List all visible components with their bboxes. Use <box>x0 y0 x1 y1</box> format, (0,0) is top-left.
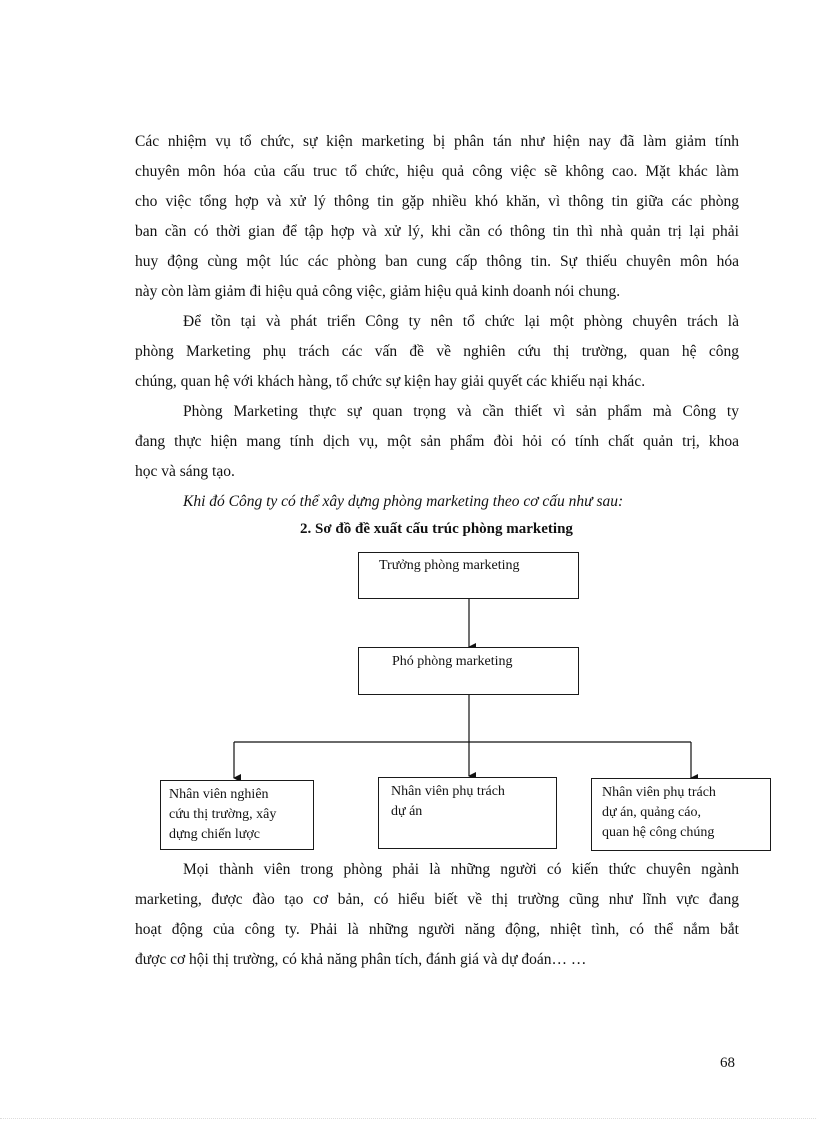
paragraph-line: Các nhiệm vụ tổ chức, sự kiện marketing bị phân tán như hiện nay đã làm giảm tính <box>135 133 739 150</box>
paragraph-line: được cơ hội thị trường, có khả năng phân tích, đánh giá và dự đoán… … <box>135 951 587 968</box>
org-box-deputy <box>358 647 579 695</box>
paragraph-line: Phòng Marketing thực sự quan trọng và cần thiết vì sản phẩm mà Công ty <box>183 403 739 420</box>
paragraph-line: chúng, quan hệ với khách hàng, tổ chức sự kiện hay giải quyết các khiếu nại khác. <box>135 373 646 390</box>
org-box-staff-research-label: Nhân viên nghiên cứu thị trường, xây dựng chiến lược <box>169 787 277 842</box>
paragraph-line: ban cần có thời gian để tập hợp và xử lý, khi cần có thông tin thì nhà quản trị lại phải <box>135 223 739 240</box>
org-box-staff-pr-label: Nhân viên phụ trách dự án, quảng cáo, quan hệ công chúng <box>602 785 716 840</box>
paragraph-line: marketing, được đào tạo cơ bản, có hiểu biết về thị trường cũng như lĩnh vực đang <box>135 891 739 908</box>
org-box-head <box>358 552 579 599</box>
paragraph-line: Mọi thành viên trong phòng phải là những người có kiến thức chuyên ngành <box>183 861 739 878</box>
paragraph-line: phòng Marketing phụ trách các vấn đề về nghiên cứu thị trường, quan hệ công <box>135 343 739 360</box>
diagram-title: 2. Sơ đồ đề xuất cấu trúc phòng marketing <box>300 521 573 537</box>
org-box-staff-pr <box>591 778 771 851</box>
paragraph-line: đang thực hiện mang tính dịch vụ, một sản phẩm đòi hỏi có tính chất quản trị, khoa <box>135 433 739 450</box>
org-box-deputy-label: Phó phòng marketing <box>392 654 513 669</box>
paragraph-line: học và sáng tạo. <box>135 463 235 480</box>
paragraph-line: cho việc tổng hợp và xử lý thông tin gặp nhiều khó khăn, vì thông tin giữa các phòng <box>135 193 739 210</box>
paragraph-line: chuyên môn hóa của cấu truc tổ chức, hiệu quả công việc sẽ không cao. Mặt khác làm <box>135 163 739 180</box>
paragraph-line: huy động cùng một lúc các phòng ban cung cấp thông tin. Sự thiếu chuyên môn hóa <box>135 253 739 270</box>
org-box-staff-projects <box>378 777 557 849</box>
diagram-intro: Khi đó Công ty có thể xây dựng phòng marketing theo cơ cấu như sau: <box>183 493 624 510</box>
org-box-staff-projects-label: Nhân viên phụ trách dự án <box>391 784 505 819</box>
org-box-head-label: Trưởng phòng marketing <box>379 558 520 573</box>
org-box-staff-research <box>160 780 314 850</box>
paragraph-line: Để tồn tại và phát triển Công ty nên tổ chức lại một phòng chuyên trách là <box>183 313 739 330</box>
page-number: 68 <box>720 1055 735 1071</box>
page-bottom-divider <box>0 1118 816 1119</box>
paragraph-line: hoạt động của công ty. Phải là những người năng động, nhiệt tình, có thể nắm bắt <box>135 921 739 938</box>
paragraph-line: này còn làm giảm đi hiệu quả công việc, giảm hiệu quả kinh doanh nói chung. <box>135 283 621 300</box>
